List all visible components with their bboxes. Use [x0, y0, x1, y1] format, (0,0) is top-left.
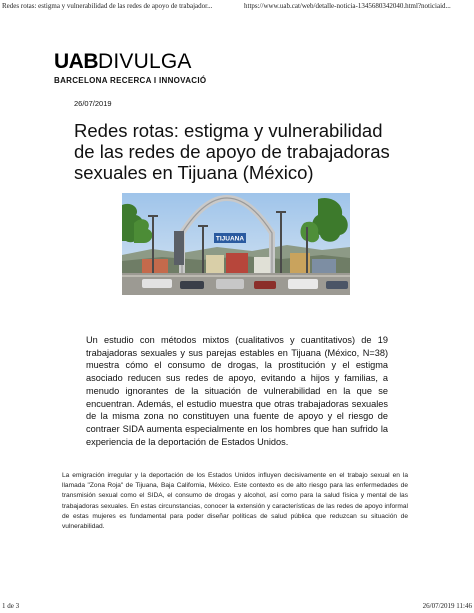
- print-header: [0, 2, 474, 12]
- print-header-title: Redes rotas: estigma y vulnerabilidad de las redes de apoyo de trabajador...: [2, 2, 213, 10]
- print-header-url[interactable]: https://www.uab.cat/web/detalle-noticia-1345680342040.html?noticiaid...: [244, 2, 451, 10]
- logo-wordmark: [54, 50, 206, 74]
- article-title: Redes rotas: estigma y vulnerabilidad de las redes de apoyo de trabajadoras sexuales en Tijuana (México): [74, 120, 390, 183]
- hero-image: [122, 193, 350, 295]
- logo-mark: UAB: [54, 50, 98, 73]
- article-date: 26/07/2019: [74, 99, 112, 108]
- hero-sign-text: TIJUANA: [215, 235, 245, 243]
- page-counter: 1 de 3: [2, 602, 20, 610]
- brand-logo[interactable]: [54, 50, 206, 85]
- print-footer: [0, 602, 474, 612]
- article-lead: Un estudio con métodos mixtos (cualitativos y cuantitativos) de 19 trabajadoras sexuales y sus parejas estables en Tijuana (México, N=38) muestra cómo el consumo de drogas, la prostitución y el estigma asociado reducen sus redes de apoyo, evitando a hijos y familias, a menudo ignorantes de la situación de vulnerabilidad en la que se encuentran. Además, el estudio muestra que otras trabajadoras sexuales de la misma zona no constituyen una fuente de apoyo y el riesgo de contraer SIDA aumenta especialmente en los hombres que han sufrido la experiencia de la deportación de Estados Unidos.: [86, 335, 388, 447]
- logo-tagline: BARCELONA RECERCA I INNOVACIÓ: [54, 76, 207, 85]
- logo-word: DIVULGA: [98, 50, 192, 73]
- article-body: La emigración irregular y la deportación de los Estados Unidos influyen decisivamente en el trabajo sexual en la llamada "Zona Roja" de Tijuana, Baja California, México. Este contexto es de alto riesgo para las enfermedades de transmisión sexual como el SIDA, el consumo de drogas y alcohol, así como para la salud física y mental de las trabajadoras sexuales. En estas circunstancias, conocer la extensión y características de las redes de apoyo informal de estas mujeres es fundamental para poder diseñar políticas de salud pública que reduzcan su situación de vulnerabilidad.: [62, 472, 408, 531]
- print-timestamp: 26/07/2019 11:46: [422, 602, 472, 610]
